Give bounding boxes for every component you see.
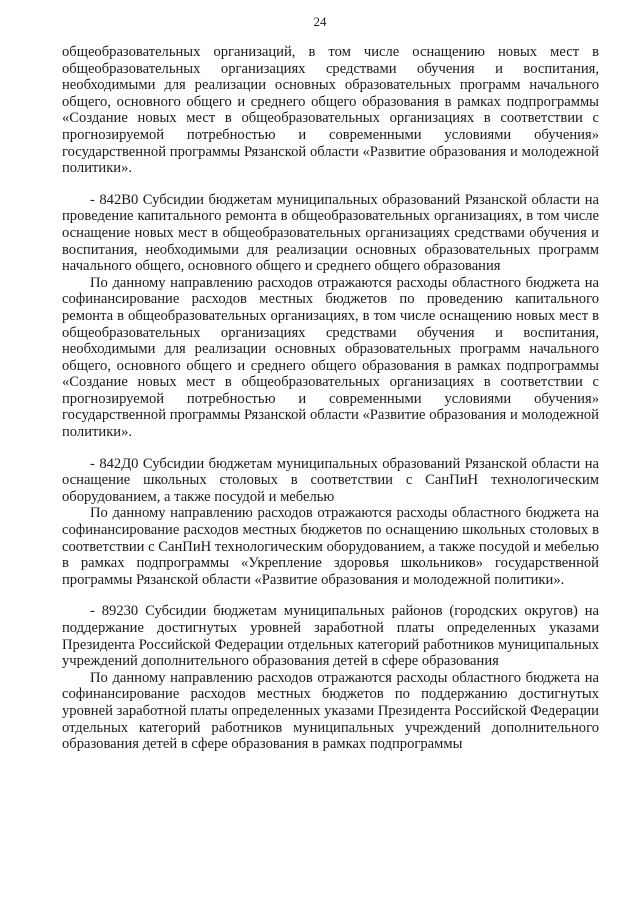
paragraph-89230-description: По данному направлению расходов отражаются расходы областного бюджета на софинансирование расходов местных бюджетов по поддержанию достигнутых уровней заработной платы определенных указами Президента Российской Федерации отдельных категорий работников муниципальных учреждений дополнительного образования детей в сфере образования в рамках подпрограммы <box>62 669 599 753</box>
paragraph-842d0-description: По данному направлению расходов отражаются расходы областного бюджета на софинансирование расходов местных бюджетов по оснащению школьных столовых в соответствии с СанПиН технологическим оборудованием, а также посудой и мебелью в рамках подпрограммы «Укрепление здоровья школьников» государственной программы Рязанской области «Развитие образования и молодежной политики». <box>62 505 599 588</box>
paragraph-continuation: общеобразовательных организаций, в том числе оснащению новых мест в общеобразовательных организациях средствами обучения и воспитания, необходимыми для реализации основных образовательных программ начального общего, основного общего и среднего общего образования в рамках подпрограммы «Создание новых мест в общеобразовательных организациях в соответствии с прогнозируемой потребностью и современными условиями обучения» государственной программы Рязанской области «Развитие образования и молодежной политики». <box>62 44 599 177</box>
paragraph-842b0-description: По данному направлению расходов отражаются расходы областного бюджета на софинансирование расходов местных бюджетов по проведению капитального ремонта в общеобразовательных организациях, в том числе оснащению новых мест в общеобразовательных организациях средствами обучения и воспитания, необходимыми для реализации основных образовательных программ начального общего, основного общего и среднего общего образования в рамках подпрограммы «Создание новых мест в общеобразовательных организациях в соответствии с прогнозируемой потребностью и современными условиями обучения» государственной программы Рязанской области «Развитие образования и молодежной политики». <box>62 274 599 441</box>
page-number: 24 <box>313 14 327 29</box>
document-body <box>62 44 599 753</box>
paragraph-89230-heading: - 89230 Субсидии бюджетам муниципальных районов (городских округов) на поддержание достигнутых уровней заработной платы определенных указами Президента Российской Федерации отдельных категорий работников муниципальных учреждений дополнительного образования детей в сфере образования <box>62 603 599 670</box>
paragraph-842b0-heading: - 842В0 Субсидии бюджетам муниципальных образований Рязанской области на проведение капитального ремонта в общеобразовательных организациях, в том числе оснащение новых мест в общеобразовательных организациях средствами обучения и воспитания, необходимыми для реализации основных образовательных программ начального общего, основного общего и среднего общего образования <box>62 191 599 275</box>
paragraph-842d0-heading: - 842Д0 Субсидии бюджетам муниципальных образований Рязанской области на оснащение школьных столовых в соответствии с СанПиН технологическим оборудованием, а также посудой и мебелью <box>62 455 599 505</box>
